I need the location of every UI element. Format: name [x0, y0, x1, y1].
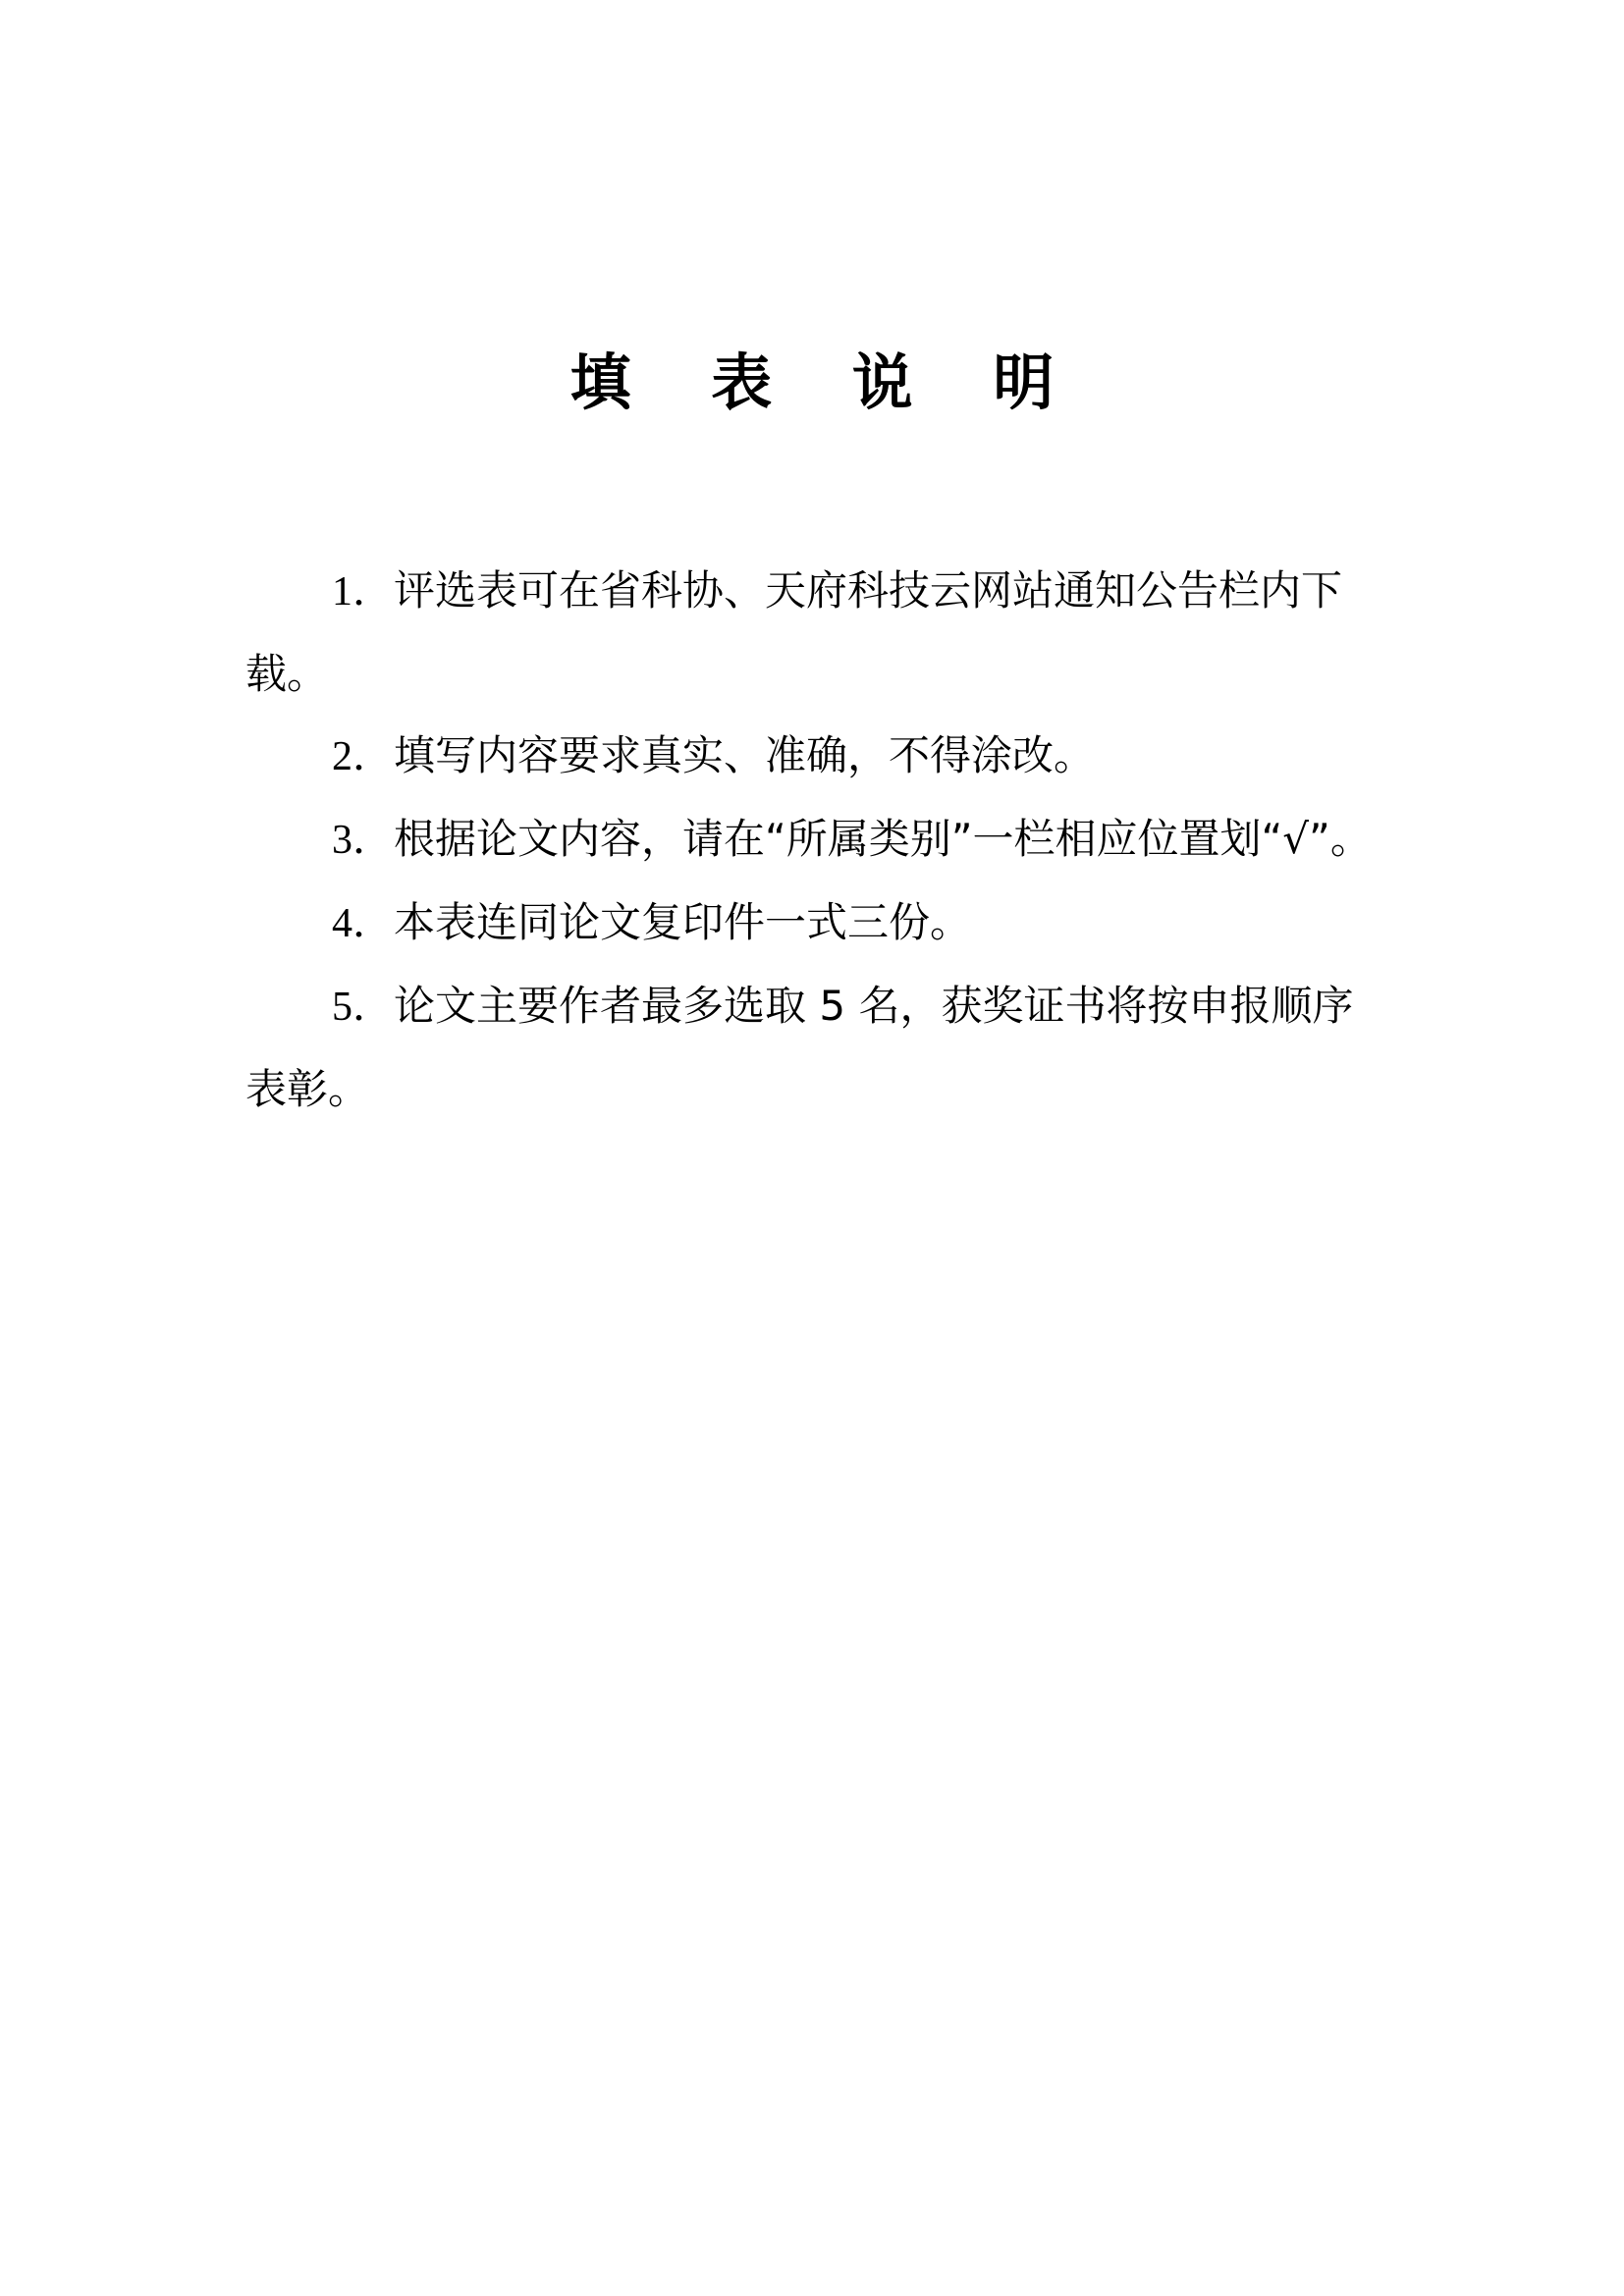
page-title: 填 表 说 明: [569, 347, 1084, 418]
instruction-number: 5．: [332, 985, 395, 1030]
instruction-number: 1．: [332, 569, 395, 614]
instruction-number: 4．: [332, 901, 395, 946]
instruction-item-3: [245, 798, 1394, 881]
instruction-item-5: [245, 965, 1394, 1130]
instruction-item-2: [245, 715, 1394, 798]
instruction-number: 2．: [332, 734, 395, 779]
instruction-text: 填写内容要求真实、准确，不得涂改。: [394, 731, 1096, 779]
instruction-number: 3．: [332, 818, 395, 863]
instruction-list: [245, 550, 1394, 1130]
instruction-text: 评选表可在省科协、天府科技云网站通知公告栏内下载。: [245, 566, 1343, 698]
instruction-text: 本表连同论文复印件一式三份。: [394, 898, 972, 946]
instruction-item-4: [245, 881, 1394, 965]
instruction-item-1: [245, 550, 1394, 715]
instruction-text: 根据论文内容，请在“所属类别”一栏相应位置划“√”。: [394, 815, 1372, 863]
instruction-text: 论文主要作者最多选取 5 名，获奖证书将按申报顺序表彰。: [245, 982, 1354, 1113]
